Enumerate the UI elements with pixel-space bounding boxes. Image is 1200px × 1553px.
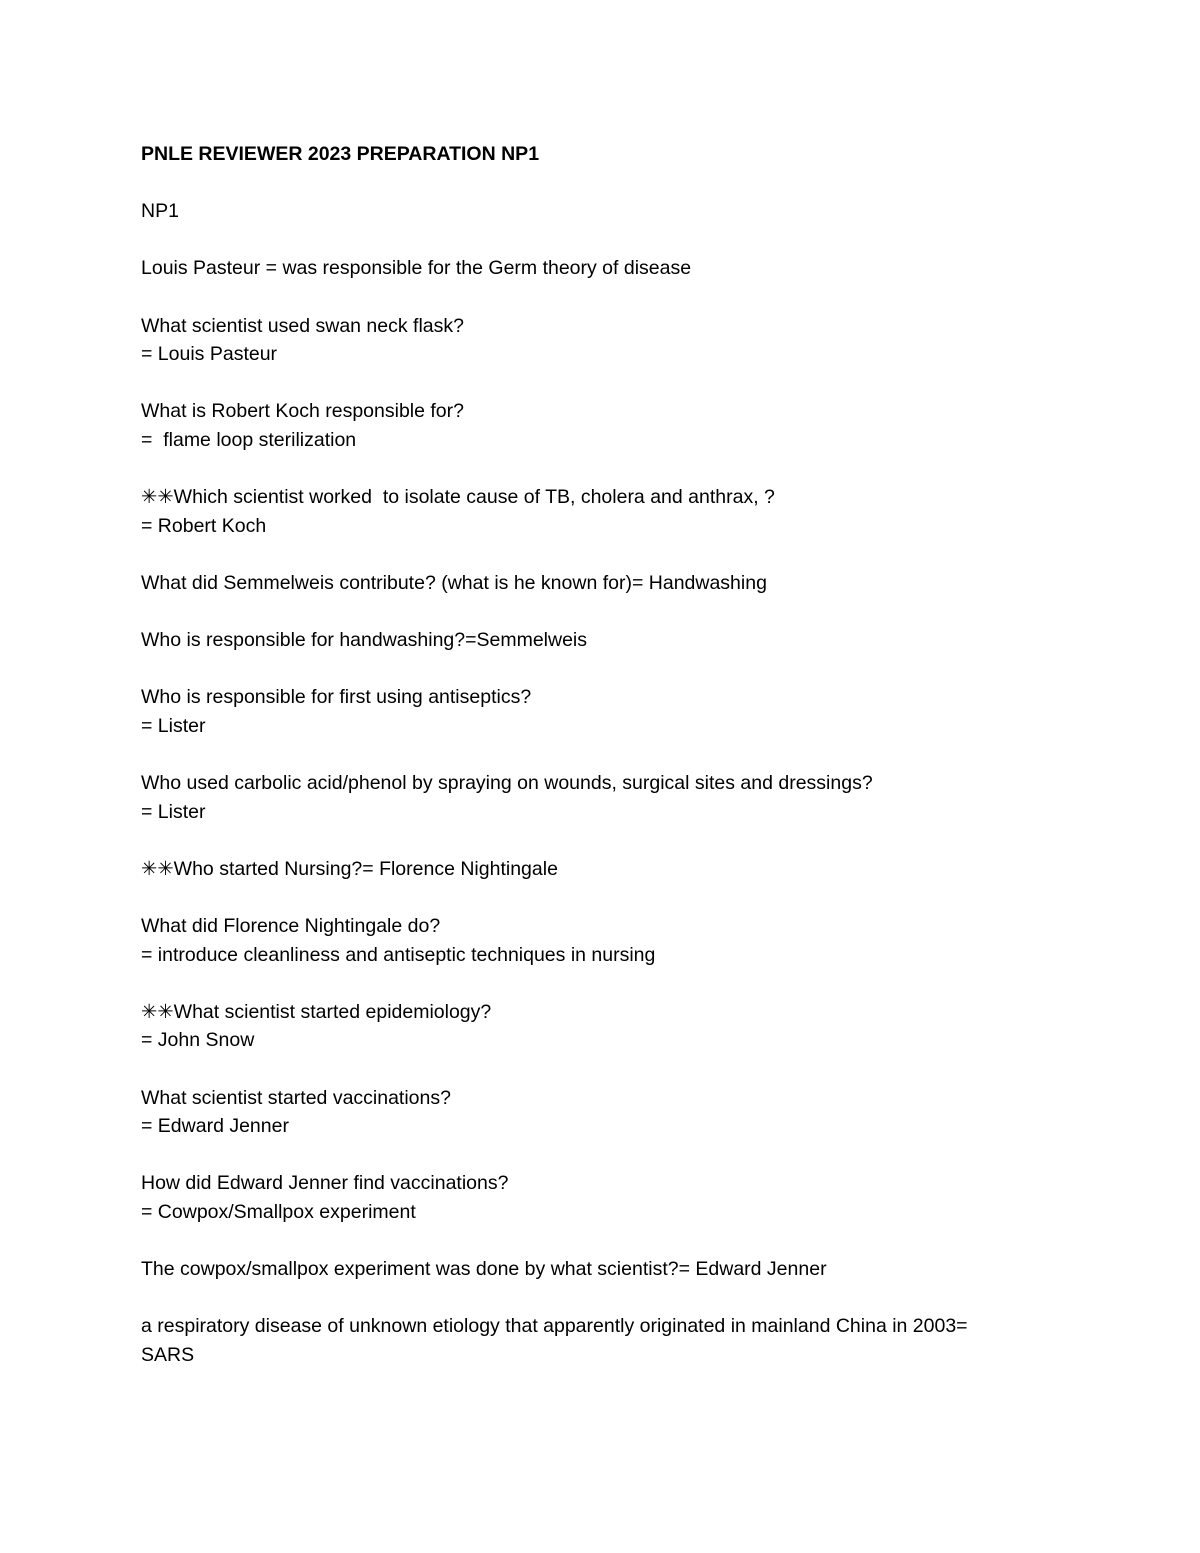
qa-item bbox=[141, 769, 1081, 826]
qa-item bbox=[141, 1084, 1081, 1141]
qa-item bbox=[141, 569, 1081, 598]
qa-item bbox=[141, 855, 1081, 884]
qa-item bbox=[141, 1169, 1081, 1226]
qa-question: ✳✳What scientist started epidemiology? bbox=[141, 1000, 492, 1023]
document-title: PNLE REVIEWER 2023 PREPARATION NP1 bbox=[141, 143, 540, 165]
qa-question: Louis Pasteur = was responsible for the Germ theory of disease bbox=[141, 257, 692, 280]
qa-question: What scientist started vaccinations? bbox=[141, 1086, 451, 1109]
qa-item bbox=[141, 912, 1081, 969]
qa-question: a respiratory disease of unknown etiology that apparently originated in mainland China in 2003= bbox=[141, 1315, 968, 1338]
section-heading: NP1 bbox=[141, 200, 179, 223]
qa-item bbox=[141, 483, 1081, 540]
qa-question: How did Edward Jenner find vaccinations? bbox=[141, 1172, 509, 1195]
qa-question: What is Robert Koch responsible for? bbox=[141, 400, 464, 423]
qa-item bbox=[141, 397, 1081, 454]
qa-item bbox=[141, 998, 1081, 1055]
qa-item bbox=[141, 683, 1081, 740]
qa-question: ✳✳Which scientist worked to isolate cause of TB, cholera and anthrax, ? bbox=[141, 486, 775, 509]
spacer bbox=[141, 169, 1081, 198]
qa-question: What did Semmelweis contribute? (what is he known for)= Handwashing bbox=[141, 571, 767, 594]
qa-question: ✳✳Who started Nursing?= Florence Nightingale bbox=[141, 857, 558, 880]
qa-item bbox=[141, 312, 1081, 369]
qa-item bbox=[141, 254, 1081, 283]
qa-answer: = Robert Koch bbox=[141, 514, 267, 537]
qa-question: What did Florence Nightingale do? bbox=[141, 915, 441, 938]
qa-item bbox=[141, 1255, 1081, 1284]
qa-question: Who is responsible for first using antiseptics? bbox=[141, 686, 532, 709]
qa-item bbox=[141, 1312, 1081, 1369]
document-body bbox=[141, 140, 1081, 1398]
qa-question: The cowpox/smallpox experiment was done by what scientist?= Edward Jenner bbox=[141, 1258, 827, 1281]
qa-list bbox=[141, 254, 1081, 1369]
qa-answer: = flame loop sterilization bbox=[141, 428, 357, 451]
qa-answer: = introduce cleanliness and antiseptic techniques in nursing bbox=[141, 943, 656, 966]
qa-question: Who used carbolic acid/phenol by spraying on wounds, surgical sites and dressings? bbox=[141, 772, 873, 795]
qa-answer: = Louis Pasteur bbox=[141, 343, 278, 366]
qa-answer: = Edward Jenner bbox=[141, 1115, 289, 1138]
qa-answer: = John Snow bbox=[141, 1029, 255, 1052]
qa-answer: = Lister bbox=[141, 714, 206, 737]
qa-question: What scientist used swan neck flask? bbox=[141, 314, 464, 337]
qa-item bbox=[141, 626, 1081, 655]
qa-answer: SARS bbox=[141, 1343, 195, 1366]
qa-question: Who is responsible for handwashing?=Semmelweis bbox=[141, 629, 588, 652]
qa-answer: = Cowpox/Smallpox experiment bbox=[141, 1200, 416, 1223]
qa-answer: = Lister bbox=[141, 800, 206, 823]
